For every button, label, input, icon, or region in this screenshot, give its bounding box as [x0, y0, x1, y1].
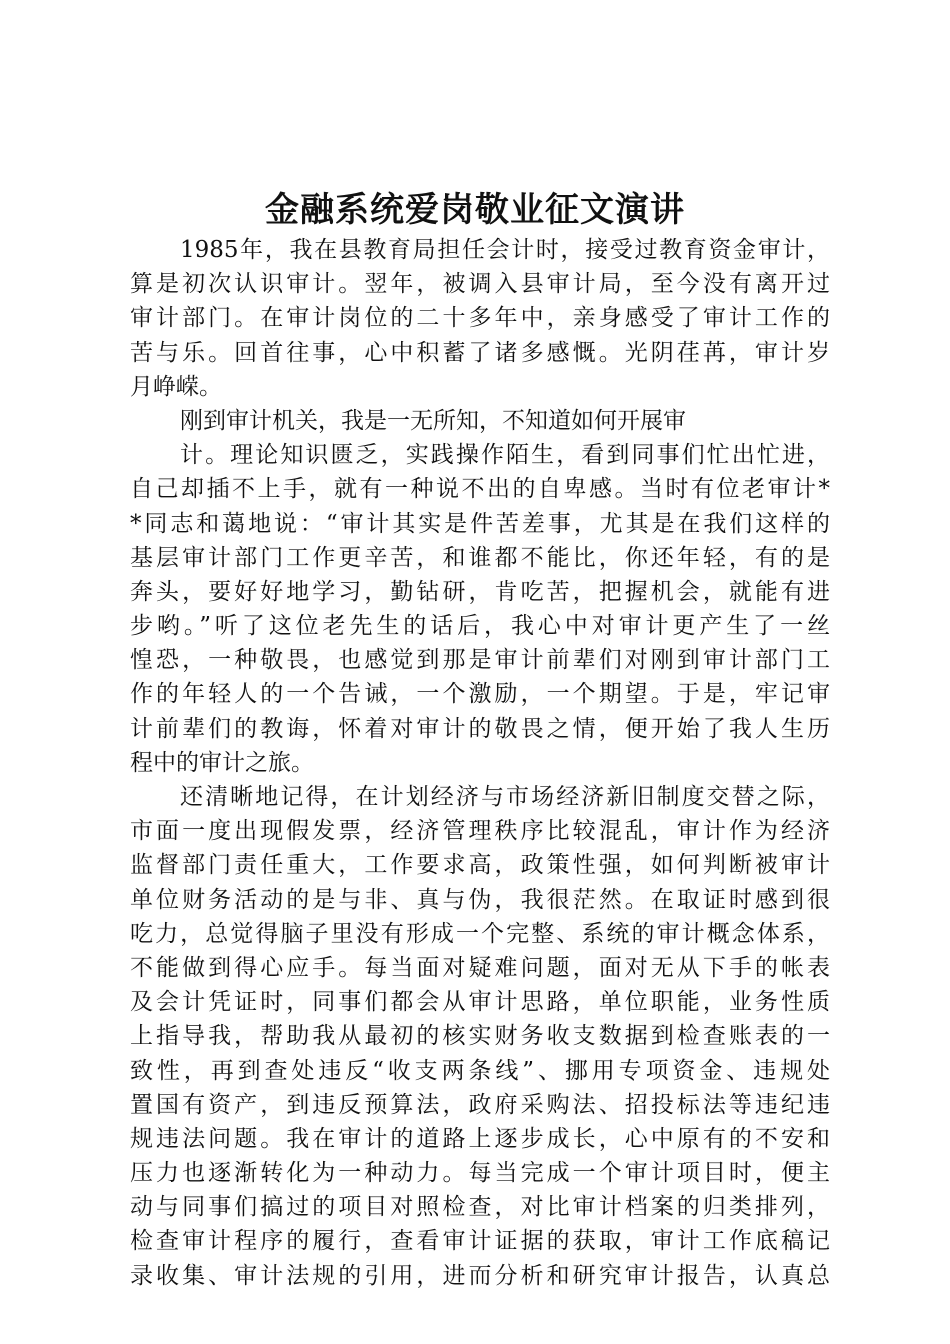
paragraph-line: *同志和蔼地说：“审计其实是件苦差事，尤其是在我们这样的	[130, 510, 830, 537]
paragraph-line: 作的年轻人的一个告诫，一个激励，一个期望。于是，牢记审	[130, 681, 830, 708]
paragraph-line: 检查审计程序的履行，查看审计证据的获取，审计工作底稿记	[130, 1228, 830, 1255]
paragraph-line: 基层审计部门工作更辛苦，和谁都不能比，你还年轻，有的是	[130, 544, 830, 571]
paragraph-line: 苦与乐。回首往事，心中积蓄了诸多感慨。光阴荏苒，审计岁	[130, 339, 830, 366]
document-body	[130, 233, 830, 1293]
paragraph-line: 上指导我，帮助我从最初的核实财务收支数据到检查账表的一	[130, 1023, 830, 1050]
paragraph-line: 计。理论知识匮乏，实践操作陌生，看到同事们忙出忙进，	[180, 442, 830, 469]
paragraph-line: 监督部门责任重大，工作要求高，政策性强，如何判断被审计	[130, 852, 830, 879]
paragraph-line: 致性，再到查处违反“收支两条线”、挪用专项资金、违规处	[130, 1057, 830, 1084]
paragraph-line: 及会计凭证时，同事们都会从审计思路，单位职能，业务性质	[130, 989, 830, 1016]
paragraph-line: 程中的审计之旅。	[130, 749, 314, 776]
document-title: 金融系统爱岗敬业征文演讲	[265, 190, 685, 230]
paragraph-line: 不能做到得心应手。每当面对疑难问题，面对无从下手的帐表	[130, 954, 830, 981]
paragraph-line: 单位财务活动的是与非、真与伪，我很茫然。在取证时感到很	[130, 886, 830, 913]
paragraph-line: 计前辈们的教诲，怀着对审计的敬畏之情，便开始了我人生历	[130, 715, 830, 742]
paragraph-line: 自己却插不上手，就有一种说不出的自卑感。当时有位老审计*	[130, 476, 830, 503]
paragraph-line: 审计部门。在审计岗位的二十多年中，亲身感受了审计工作的	[130, 305, 830, 332]
paragraph-line: 1985年，我在县教育局担任会计时，接受过教育资金审计，	[180, 237, 830, 263]
paragraph-line: 录收集、审计法规的引用，进而分析和研究审计报告，认真总	[130, 1262, 830, 1289]
paragraph-line: 刚到审计机关，我是一无所知，不知道如何开展审	[180, 407, 686, 434]
paragraph-line: 月峥嵘。	[130, 373, 222, 400]
paragraph-line: 吃力，总觉得脑子里没有形成一个完整、系统的审计概念体系，	[130, 920, 830, 947]
paragraph-line: 奔头，要好好地学习，勤钻研，肯吃苦，把握机会，就能有进	[130, 578, 830, 605]
paragraph-line: 市面一度出现假发票，经济管理秩序比较混乱，审计作为经济	[130, 818, 830, 845]
paragraph-line: 算是初次认识审计。翌年，被调入县审计局，至今没有离开过	[130, 271, 830, 298]
paragraph-line: 步哟。”听了这位老先生的话后，我心中对审计更产生了一丝	[130, 613, 830, 640]
paragraph-line: 压力也逐渐转化为一种动力。每当完成一个审计项目时，便主	[130, 1160, 830, 1187]
paragraph-line: 动与同事们搞过的项目对照检查，对比审计档案的归类排列，	[130, 1194, 830, 1221]
paragraph-line: 规违法问题。我在审计的道路上逐步成长，心中原有的不安和	[130, 1125, 830, 1152]
paragraph-line: 惶恐，一种敬畏，也感觉到那是审计前辈们对刚到审计部门工	[130, 647, 830, 674]
paragraph-line: 置国有资产，到违反预算法，政府采购法、招投标法等违纪违	[130, 1091, 830, 1118]
paragraph-line: 还清晰地记得，在计划经济与市场经济新旧制度交替之际，	[180, 784, 830, 810]
